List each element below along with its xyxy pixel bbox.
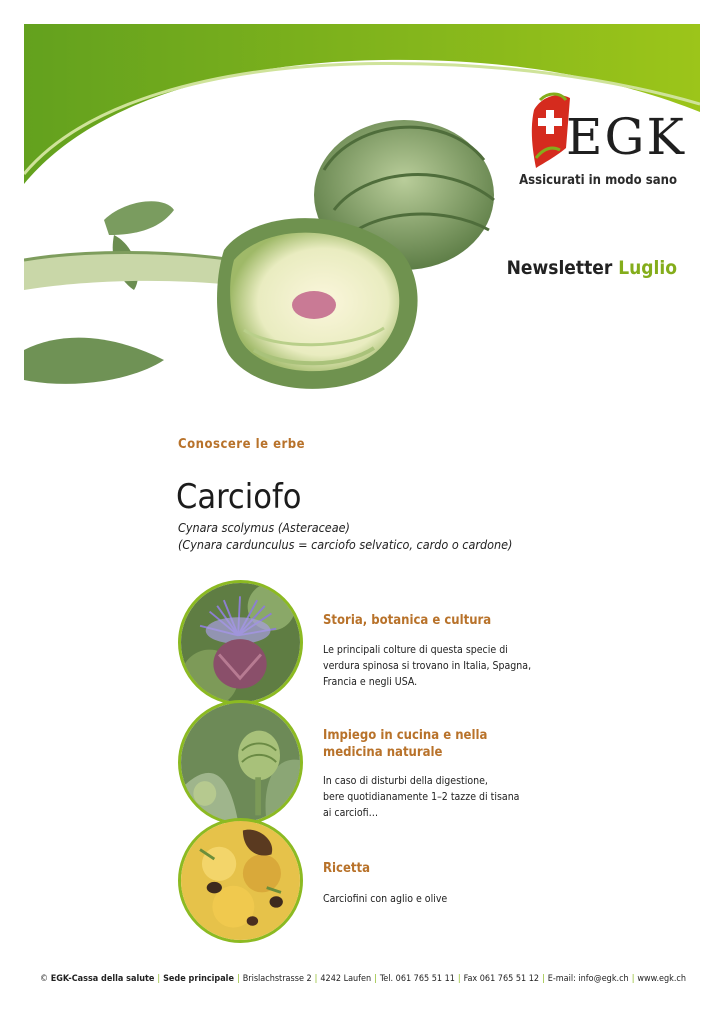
history-heading: [323, 612, 491, 629]
text-line: Le principali colture di questa specie di: [323, 644, 508, 656]
text-line: In caso di disturbi della digestione,: [323, 775, 488, 787]
newsletter-heading: [507, 257, 677, 279]
artichoke-flower-image: [178, 580, 303, 705]
usage-heading: [323, 727, 523, 761]
footer-tel: Tel. 061 765 51 11: [379, 974, 455, 984]
newsletter-month: Luglio: [618, 257, 677, 279]
usage-text: [323, 773, 519, 821]
heading-line: Impiego in cucina e nella: [323, 728, 488, 743]
text-line: verdura spinosa si trovano in Italia, Spagna,: [323, 660, 532, 672]
text-line: ai carciofi…: [323, 807, 379, 819]
footer: © EGK-Cassa della salute | Sede principale | Brislachstrasse 2 | 4242 Laufen | Tel. 061 765 51 11 | Fax 061 765 51 12 | E-mail: info@egk.ch | www.egk.ch: [40, 974, 687, 984]
artichoke-dish-image: [178, 818, 303, 943]
page-title: Carciofo: [176, 477, 302, 517]
footer-company: EGK-Cassa della salute: [50, 974, 155, 984]
artichoke-hero-image: [24, 100, 504, 420]
tagline: Assicurati in modo sano: [519, 173, 677, 188]
text-line: bere quotidianamente 1–2 tazze di tisana: [323, 791, 520, 803]
artichoke-plant-image: [178, 700, 303, 825]
footer-street: Brislachstrasse 2: [242, 974, 312, 984]
recipe-heading: [323, 860, 370, 877]
section-label: Conoscere le erbe: [178, 437, 306, 452]
heading-line: medicina naturale: [323, 745, 443, 760]
footer-website: www.egk.ch: [637, 974, 687, 984]
history-text: [323, 642, 531, 690]
footer-hq-label: Sede principale: [163, 974, 234, 984]
text-line: Carciofini con aglio e olive: [323, 893, 448, 905]
heading-line: Ricetta: [323, 861, 370, 876]
text-line: Francia e negli USA.: [323, 676, 418, 688]
egk-logo-text: EGK: [566, 108, 686, 166]
recipe-text: [323, 891, 447, 907]
footer-email: E-mail: info@egk.ch: [547, 974, 629, 984]
botanical-synonyms: (Cynara cardunculus = carciofo selvatico, cardo o cardone): [178, 537, 513, 552]
copyright-symbol: ©: [40, 974, 49, 984]
footer-fax: Fax 061 765 51 12: [463, 974, 539, 984]
newsletter-label: Newsletter: [506, 257, 613, 279]
heading-line: Storia, botanica e cultura: [323, 613, 492, 628]
botanical-name: Cynara scolymus (Asteraceae): [178, 520, 350, 535]
footer-city: 4242 Laufen: [320, 974, 372, 984]
